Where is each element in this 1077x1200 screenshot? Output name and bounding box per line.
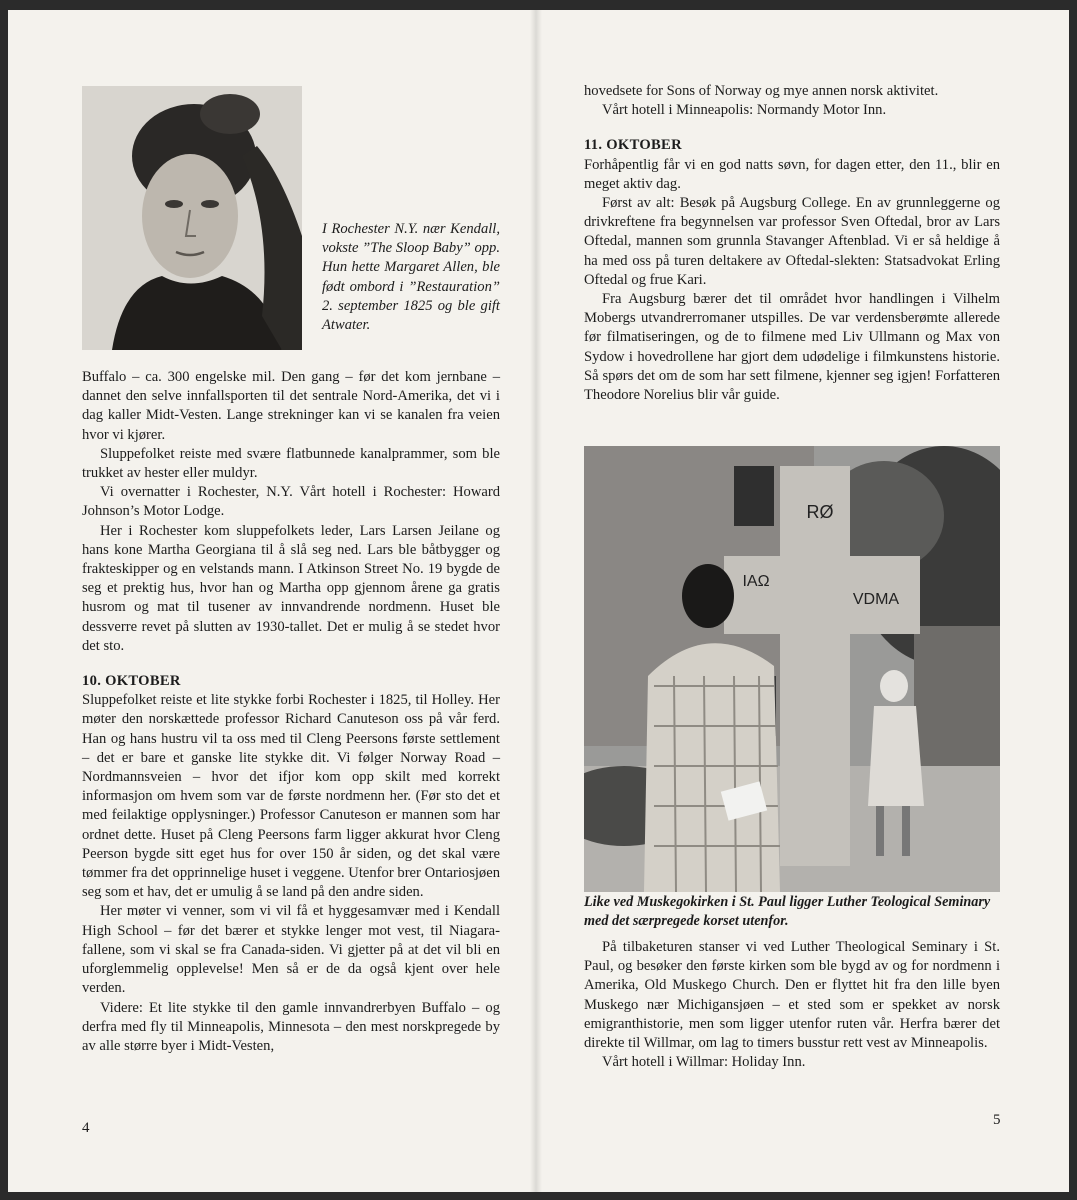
right-page-body-bottom (584, 938, 1000, 1072)
paragraph: Forhåpentlig får vi en god natts søvn, for dagen etter, den 11., blir en meget aktiv dag. (584, 156, 1000, 192)
paragraph: Fra Augsburg bærer det til området hvor handlingen i Vilhelm Mobergs utvandrerromaner utspilles. De var verdensberømte allerede før filmatiseringen, og de to filmene med Liv Ullmann og Max von Sydow i hovedrollene har gjort dem udødelige i filmkunstens historie. Så spørs det om de som har sett filmene, kjenner seg igjen! Forfatteren Theodore Norelius blir vår guide. (584, 291, 1000, 404)
paragraph: Buffalo – ca. 300 engelske mil. Den gang – før det kom jernbane – dannet den selve innfallsporten til det sentrale Nord-Amerika, det vi i dag kaller Midt-Vesten. Lange strekninger kan vi se kanalen fra veien hvor vi kjører. (82, 369, 500, 443)
paragraph: hovedsete for Sons of Norway og mye annen norsk aktivitet. (584, 83, 939, 99)
paragraph: Her møter vi venner, som vi vil få et hyggesamvær med i Kendall High School – før det bærer et stykke lenger mot vest, til Niagara-fallene, som vi skal se fra Canada-siden. Vi gjetter på at det vil bli en uforglemmelig opplevelse! Men så er de da også kjent over hele verden. (82, 903, 500, 997)
cross-inscription-right: VDMA (852, 591, 900, 608)
paragraph: Her i Rochester kom sluppefolkets leder, Lars Larsen Jeilane og hans kone Martha Georgiana til å slå seg ned. Lars ble båtbygger og frakteskipper og en velstands mann. I Atkinson Street No. 19 bygde de seg et prektig hus, hvor han og Martha opp gjennom årene ga gratis husrom og mat til tusener av innvandrende nordmenn. Huset ble dessverre revet på slutten av 1930-tallet. Det er mulig å se stedet hvor det sto. (82, 522, 500, 654)
paragraph: Sluppefolket reiste et lite stykke forbi Rochester i 1825, til Holley. Her møter den norskættede professor Richard Canuteson oss på vår ferd. Han og hans hustru vil ta oss med til Cleng Peersons første settlement – det er bare et ganske lite stykke dit. Vi følger Norway Road – Nordmannsveien – hvor det ifjor kom opp skilt med korrekt informasjon om hvem som var de første nordmenn her. (Før sto det et med feilaktige opplysninger.) Professor Canuteson er mannen som har ordnet dette. Huset på Cleng Peersons farm ligger akkurat hvor Cleng Peerson bygde sitt eget hus for over 150 år siden, og det skal være tømmer fra det opprinnelige huset i veggene. Utenfor brer Ontariosjøen seg som et hav, det er umulig å se land på den andre siden. (82, 692, 500, 901)
left-page-body (82, 368, 500, 1056)
page-gutter (530, 10, 542, 1192)
paragraph: Vi overnatter i Rochester, N.Y. Vårt hotell i Rochester: Howard Johnson’s Motor Lodge. (82, 484, 500, 520)
page-number-right: 5 (993, 1112, 1001, 1128)
paragraph: På tilbaketuren stanser vi ved Luther Theological Seminary i St. Paul, og besøker den første kirken som ble bygd av og for nordmenn i Amerika, Old Muskego Church. Den er flyttet hit fra den lille byen Muskego nær Michigansjøen – et sted som er spekket av norsk emigranthistorie, men som ligger utenfor ruten vår. Herfra bærer det direkte til Willmar, om lag to timers busstur rett vest av Minneapolis. (584, 939, 1000, 1052)
paragraph: Sluppefolket reiste med svære flatbunnede kanalprammer, som ble trukket av hester eller muldyr. (82, 445, 500, 482)
paragraph: Først av alt: Besøk på Augsburg College. En av grunnleggerne og drivkreftene fra begynnelsen var professor Sven Oftedal, bror av Lars Oftedal, mannen som grunnla Stavanger Aftenblad. Vi er så heldige å ha med oss på turen deltakere av Oftedal-slekten: Statsadvokat Erling Oftedal og frue Kari. (584, 195, 1000, 288)
cross-inscription-left: IAΩ (742, 573, 770, 590)
paragraph: Vårt hotell i Willmar: Holiday Inn. (602, 1054, 806, 1071)
photo-caption: Like ved Muskegokirken i St. Paul ligger Luther Teological Seminary med det særpregede korset utenfor. (584, 894, 991, 929)
section-heading-oct10: 10. OKTOBER (82, 673, 181, 690)
portrait-photo-margaret-allen (82, 86, 302, 350)
section-heading-oct11: 11. OKTOBER (584, 137, 682, 154)
photo-luther-seminary-cross (584, 446, 1000, 892)
page-number-left: 4 (82, 1120, 90, 1136)
cross-inscription-top: RØ (806, 502, 834, 522)
right-page-body-top (584, 82, 1000, 405)
paragraph: Vårt hotell i Minneapolis: Normandy Motor Inn. (602, 102, 887, 119)
paragraph: Videre: Et lite stykke til den gamle innvandrerbyen Buffalo – og derfra med fly til Minneapolis, Minnesota – den mest norskpregede by av alle større byer i Midt-Vesten, (82, 999, 500, 1054)
portrait-caption: I Rochester N.Y. nær Kendall, vokste ”The Sloop Baby” opp. Hun hette Margaret Allen, ble født ombord i ”Restauration” 2. september 1825 og ble gift Atwater. (322, 221, 500, 334)
